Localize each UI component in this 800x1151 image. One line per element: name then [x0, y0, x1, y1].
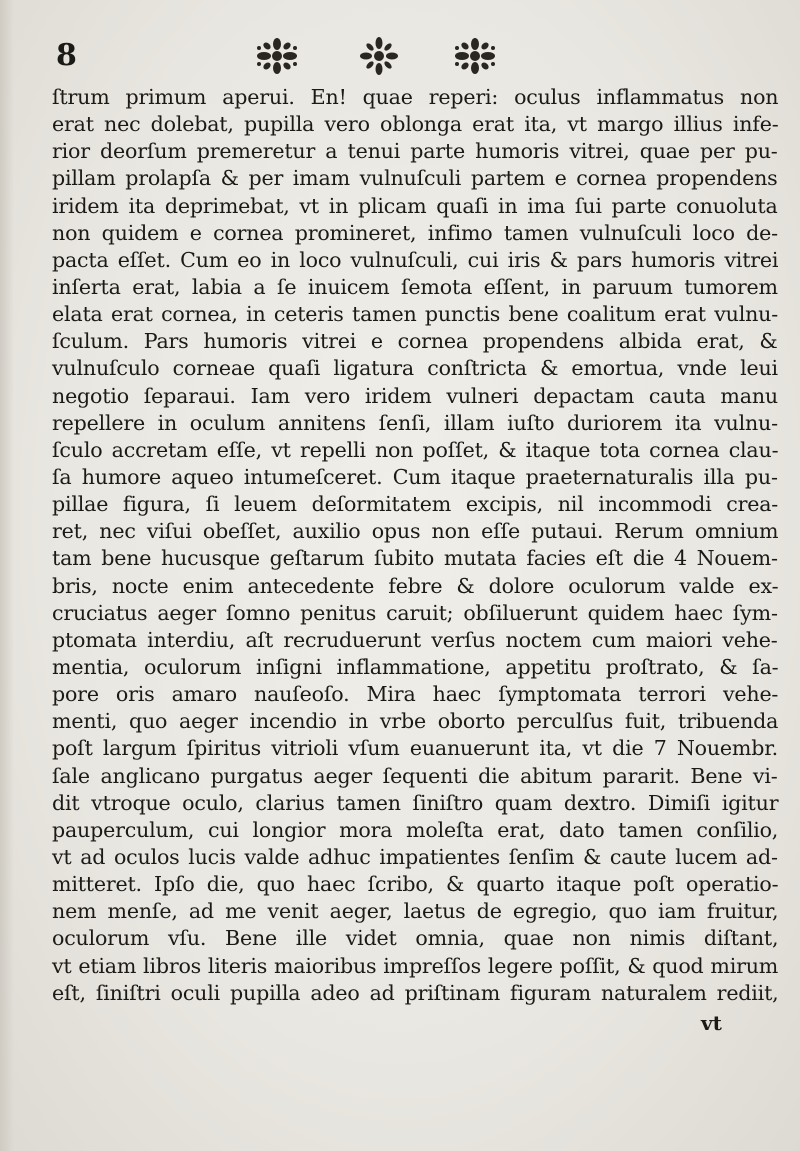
text-line: rior deorſum premeretur a tenui parte humoris vitrei, quae per pu-: [52, 139, 778, 164]
text-line: ſculum. Pars humoris vitrei e cornea propendens albida erat, &: [52, 329, 778, 354]
text-line: ſtrum primum aperui. En! quae reperi: oculus inflammatus non: [52, 85, 779, 109]
page-number: 8: [56, 38, 77, 73]
text-line: pacta eſſet. Cum eo in loco vulnuſculi, cui iris & pars humoris vitrei: [52, 247, 779, 272]
fleuron-ornament-icon: [453, 36, 497, 76]
text-line: pillae figura, ſi leuem deſormitatem excipis, nil incommodi crea-: [52, 492, 779, 517]
text-line: negotio ſeparaui. Iam vero iridem vulneri depactam cauta manu: [52, 383, 778, 408]
header-ornaments: [255, 36, 505, 78]
text-line: poſt largum ſpiritus vitrioli vſum euanuerunt ita, vt die 7 Nouembr.: [52, 736, 778, 761]
catchword: vt: [701, 1011, 722, 1035]
text-line: vt ad oculos lucis valde adhuc impatientes ſenſim & caute lucem ad-: [52, 844, 778, 869]
text-line: pauperculum, cui longior mora moleſta erat, dato tamen conſilio,: [52, 817, 779, 842]
text-line: pillam prolapſa & per imam vulnuſculi partem e cornea propendens: [52, 166, 778, 191]
text-line: ptomata interdiu, aſt recruduerunt verſus noctem cum maiori vehe-: [52, 627, 778, 652]
text-line: menti, quo aeger incendio in vrbe oborto perculſus fuit, tribuenda: [52, 709, 779, 734]
body-text: [52, 84, 778, 1007]
text-line: repellere in oculum annitens ſenſi, illam iuſto duriorem ita vulnu-: [52, 410, 778, 435]
text-line: erat nec dolebat, pupilla vero oblonga erat ita, vt margo illius infe-: [52, 112, 779, 137]
text-line: non quidem e cornea promineret, infimo tamen vulnuſculi loco de-: [52, 220, 778, 245]
text-line: mentia, oculorum inſigni inflammatione, appetitu proſtrato, & ſa-: [52, 654, 779, 679]
text-line: dit vtroque oculo, clarius tamen ſiniſtro quam dextro. Dimiſi igitur: [52, 790, 779, 815]
text-line: tam bene hucusque geſtarum ſubito mutata facies eſt die 4 Nouem-: [52, 546, 778, 571]
text-line: vt etiam libros literis maioribus impreſſos legere poſſit, & quod mirum: [52, 953, 779, 978]
text-line: bris, nocte enim antecedente febre & dolore oculorum valde ex-: [52, 573, 779, 598]
page-gutter-shadow: [0, 0, 14, 1151]
text-line: oculorum vſu. Bene ille videt omnia, quae non nimis diſtant,: [52, 926, 779, 951]
text-line: ret, nec viſui obeſſet, auxilio opus non eſſe putaui. Rerum omnium: [52, 519, 779, 544]
text-line: ſa humore aqueo intumeſceret. Cum itaque praeternaturalis illa pu-: [52, 464, 778, 489]
text-line: vulnuſculo corneae quaſi ligatura conſtricta & emortua, vnde leui: [52, 356, 778, 381]
text-line: nem menſe, ad me venit aeger, laetus de egregio, quo iam fruitur,: [52, 899, 779, 924]
text-line: mitteret. Ipſo die, quo haec ſcribo, & quarto itaque poſt operatio-: [52, 872, 779, 897]
text-line: iridem ita deprimebat, vt in plicam quaſi in ima ſui parte conuoluta: [52, 193, 778, 218]
text-line: elata erat cornea, in ceteris tamen punctis bene coalitum erat vulnu-: [52, 302, 778, 327]
text-line: pore oris amaro nauſeoſo. Mira haec ſymptomata terrori vehe-: [52, 682, 779, 707]
text-line: cruciatus aeger ſomno penitus caruit; obſiluerunt quidem haec ſym-: [52, 600, 778, 625]
text-line: ſale anglicano purgatus aeger ſequenti die abitum pararit. Bene vi-: [52, 763, 778, 788]
text-line: ſculo accretam eſſe, vt repelli non poſſet, & itaque tota cornea clau-: [52, 437, 779, 462]
fleuron-ornament-icon: [255, 36, 299, 76]
fleuron-ornament-icon: [357, 36, 401, 76]
text-line: eſt, ſiniſtri oculi pupilla adeo ad priſtinam figuram naturalem rediit,: [52, 980, 779, 1005]
text-line: inſerta erat, labia a ſe inuicem ſemota eſſent, in paruum tumorem: [52, 274, 778, 299]
